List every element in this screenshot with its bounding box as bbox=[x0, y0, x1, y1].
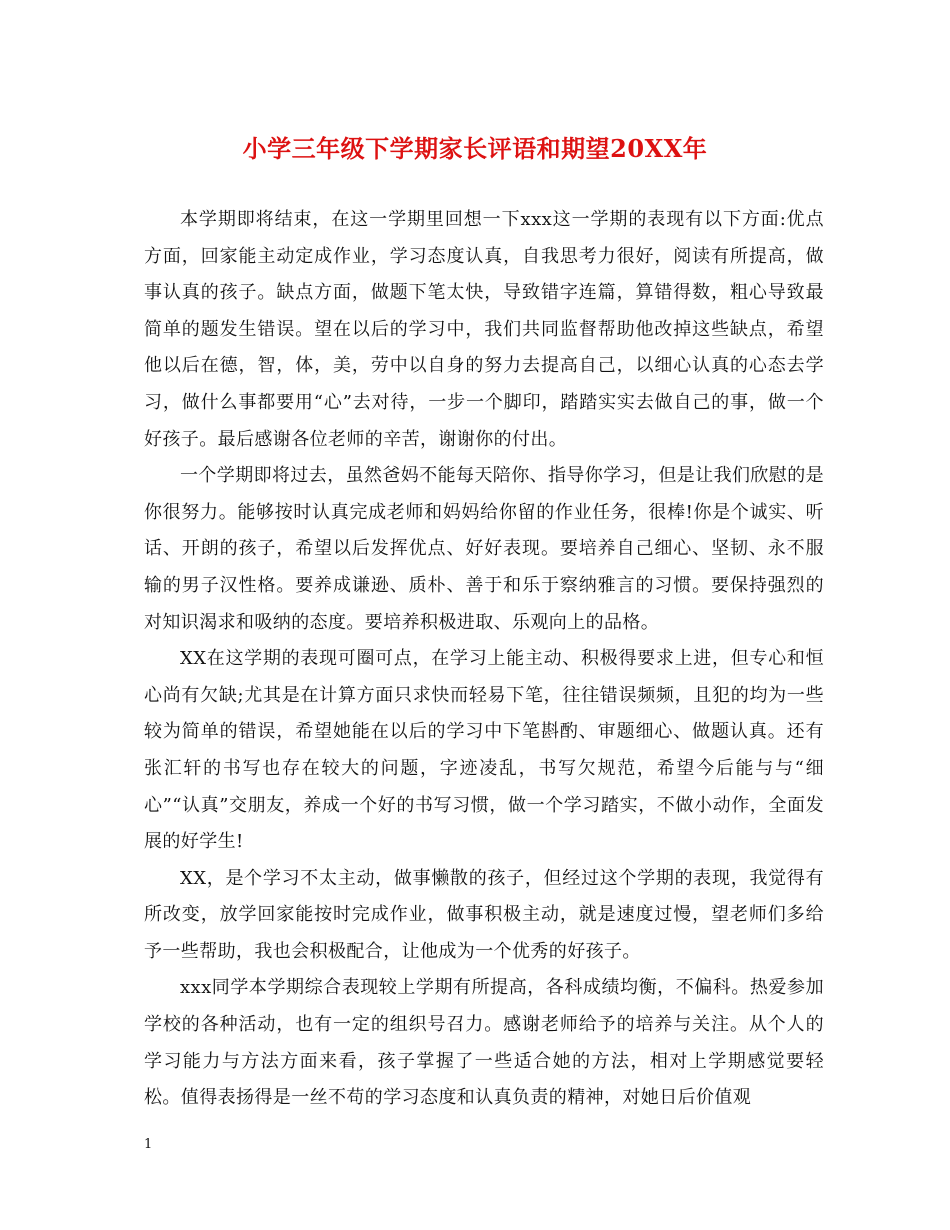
document-title: 小学三年级下学期家长评语和期望20XX年 bbox=[242, 134, 708, 163]
paragraph-1: 本学期即将结束，在这一学期里回想一下xxx这一学期的表现有以下方面:优点方面，回家能主动定成作业，学习态度认真，自我思考力很好，阅读有所提高，做事认真的孩子。缺点方面，做题下笔太快，导致错字连篇，算错得数，粗心导致最简单的题发生错误。望在以后的学习中，我们共同监督帮助他改掉这些缺点，希望他以后在德，智，体，美，劳中以自身的努力去提高自己，以细心认真的心态去学习，做什么事都要用“心”去对待，一步一个脚印，踏踏实实去做自己的事，做一个好孩子。最后感谢各位老师的辛苦，谢谢你的付出。 bbox=[144, 209, 824, 450]
paragraph-3: XX在这学期的表现可圈可点，在学习上能主动、积极得要求上进，但专心和恒心尚有欠缺;尤其是在计算方面只求快而轻易下笔，往往错误频频，且犯的均为一些较为简单的错误，希望她能在以后的学习中下笔斟酌、审题细心、做题认真。还有张汇轩的书写也存在较大的问题，字迹凌乱，书写欠规范，希望今后能与与“细心”“认真”交朋友，养成一个好的书写习惯，做一个学习踏实，不做小动作，全面发展的好学生! bbox=[144, 648, 824, 853]
paragraph-5: xxx同学本学期综合表现较上学期有所提高，各科成绩均衡，不偏科。热爱参加学校的各种活动，也有一定的组织号召力。感谢老师给予的培养与关注。从个人的学习能力与方法方面来看，孩子掌握了一些适合她的方法，相对上学期感觉要轻松。值得表扬得是一丝不苟的学习态度和认真负责的精神，对她日后价值观 bbox=[144, 977, 824, 1109]
page-number: 1 bbox=[144, 1137, 153, 1152]
paragraph-2: 一个学期即将过去，虽然爸妈不能每天陪你、指导你学习，但是让我们欣慰的是你很努力。能够按时认真完成老师和妈妈给你留的作业任务，很棒!你是个诚实、听话、开朗的孩子，希望以后发挥优点、好好表现。要培养自己细心、坚韧、永不服输的男子汉性格。要养成谦逊、质朴、善于和乐于察纳雅言的习惯。要保持强烈的对知识渴求和吸纳的态度。要培养积极进取、乐观向上的品格。 bbox=[144, 465, 824, 633]
paragraph-4: XX，是个学习不太主动，做事懒散的孩子，但经过这个学期的表现，我觉得有所改变，放学回家能按时完成作业，做事积极主动，就是速度过慢，望老师们多给予一些帮助，我也会积极配合，让他成为一个优秀的好孩子。 bbox=[144, 867, 824, 962]
document-body bbox=[144, 202, 824, 1117]
